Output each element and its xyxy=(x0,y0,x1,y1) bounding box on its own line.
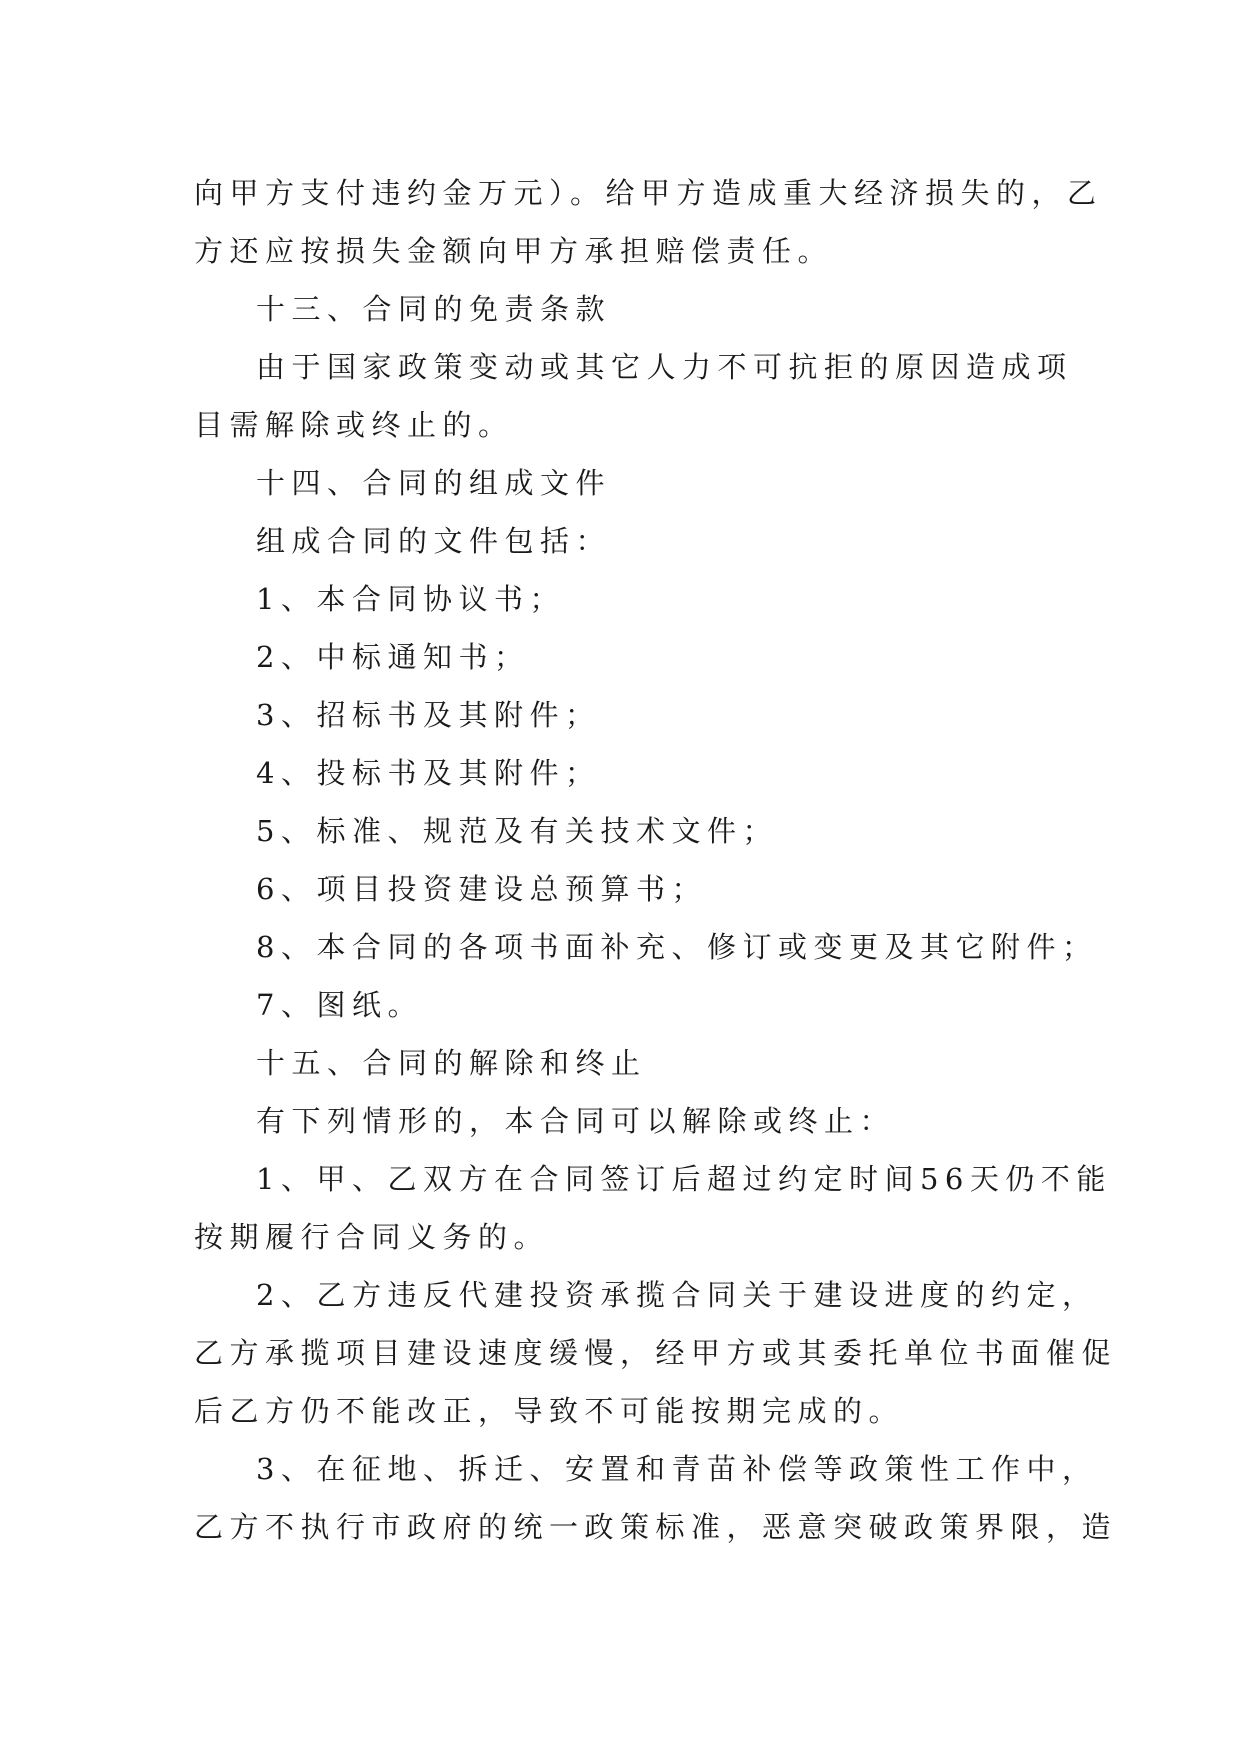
text-line: 按期履行合同义务的。 xyxy=(194,1220,550,1254)
list-item: 4、投标书及其附件； xyxy=(256,756,601,790)
list-item: 3、在征地、拆迁、安置和青苗补偿等政策性工作中， xyxy=(256,1452,1098,1486)
text-line: 有下列情形的，本合同可以解除或终止： xyxy=(256,1104,896,1138)
list-item: 8、本合同的各项书面补充、修订或变更及其它附件； xyxy=(256,930,1098,964)
list-item: 2、中标通知书； xyxy=(256,640,530,674)
section-heading: 十三、合同的免责条款 xyxy=(256,292,612,326)
list-item: 7、图纸。 xyxy=(256,988,423,1022)
list-item: 5、标准、规范及有关技术文件； xyxy=(256,814,778,848)
list-item: 6、项目投资建设总预算书； xyxy=(256,872,707,906)
text-line: 乙方不执行市政府的统一政策标准，恶意突破政策界限，造 xyxy=(194,1510,1118,1544)
text-line: 目需解除或终止的。 xyxy=(194,408,514,442)
text-line: 向甲方支付违约金万元）。给甲方造成重大经济损失的，乙 xyxy=(194,176,1103,210)
document-body xyxy=(194,164,1118,1556)
text-line: 由于国家政策变动或其它人力不可抗拒的原因造成项 xyxy=(256,350,1073,384)
text-line: 组成合同的文件包括： xyxy=(256,524,612,558)
list-item: 1、甲、乙双方在合同签订后超过约定时间56天仍不能 xyxy=(256,1162,1112,1196)
list-item: 3、招标书及其附件； xyxy=(256,698,601,732)
text-line: 乙方承揽项目建设速度缓慢，经甲方或其委托单位书面催促 xyxy=(194,1336,1118,1370)
text-line: 后乙方仍不能改正，导致不可能按期完成的。 xyxy=(194,1394,905,1428)
section-heading: 十四、合同的组成文件 xyxy=(256,466,612,500)
text-line: 方还应按损失金额向甲方承担赔偿责任。 xyxy=(194,234,834,268)
list-item: 1、本合同协议书； xyxy=(256,582,565,616)
section-heading: 十五、合同的解除和终止 xyxy=(256,1046,647,1080)
list-item: 2、乙方违反代建投资承揽合同关于建设进度的约定， xyxy=(256,1278,1098,1312)
